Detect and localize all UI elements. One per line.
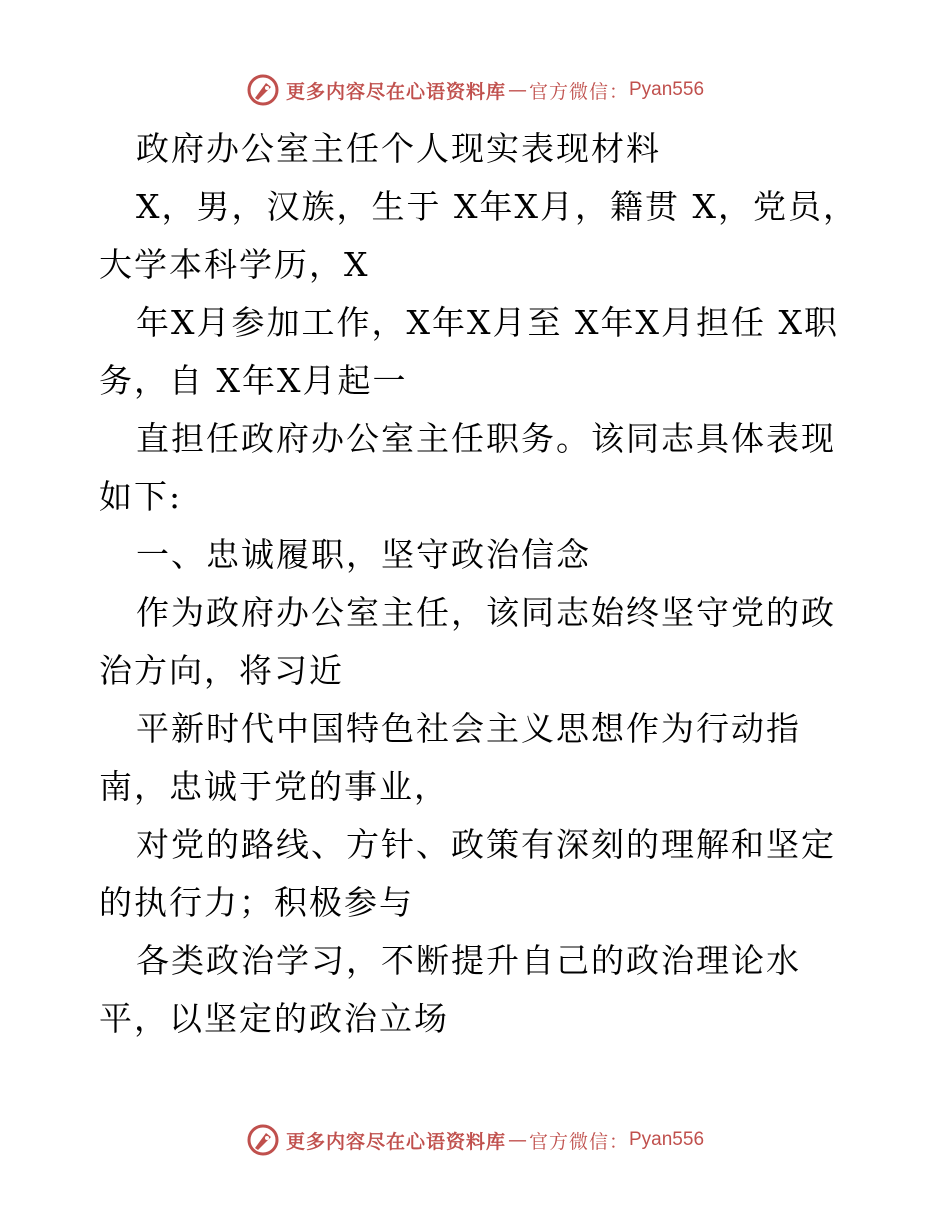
paragraph: 直担任政府办公室主任职务。该同志具体表现如下: [99, 419, 836, 516]
paragraph: 平新时代中国特色社会主义思想作为行动指南，忠诚于党的事业， [99, 709, 801, 806]
banner-separator: — [507, 1129, 527, 1151]
document-body [99, 120, 859, 1048]
banner-wechat-id: Pyan556 [629, 79, 705, 100]
banner-separator: — [507, 79, 527, 101]
banner-text: 更多内容尽在心语资料库 [285, 80, 506, 103]
document-title: 政府办公室主任个人现实表现材料 [136, 129, 661, 168]
paragraph: 作为政府办公室主任，该同志始终坚守党的政治方向，将习近 [99, 593, 836, 690]
pen-nib-logo-icon [246, 73, 280, 107]
banner-text: 更多内容尽在心语资料库 [285, 1130, 506, 1153]
paragraph: X，男，汉族，生于 X年X月，籍贯 X，党员，大学本科学历，X [99, 187, 858, 284]
banner-wechat-id: Pyan556 [629, 1129, 705, 1150]
header-banner [0, 70, 950, 110]
footer-banner [0, 1120, 950, 1160]
pen-nib-logo-icon [246, 1123, 280, 1157]
banner-wechat-label: 官方微信： [528, 1130, 629, 1153]
paragraph: 各类政治学习，不断提升自己的政治理论水平，以坚定的政治立场 [99, 941, 801, 1038]
paragraph: 对党的路线、方针、政策有深刻的理解和坚定的执行力；积极参与 [99, 825, 836, 922]
section-heading: 一、忠诚履职，坚守政治信念 [136, 535, 591, 574]
paragraph: 年X月参加工作，X年X月至 X年X月担任 X职务，自 X年X月起一 [99, 303, 839, 400]
banner-wechat-label: 官方微信： [528, 80, 629, 103]
